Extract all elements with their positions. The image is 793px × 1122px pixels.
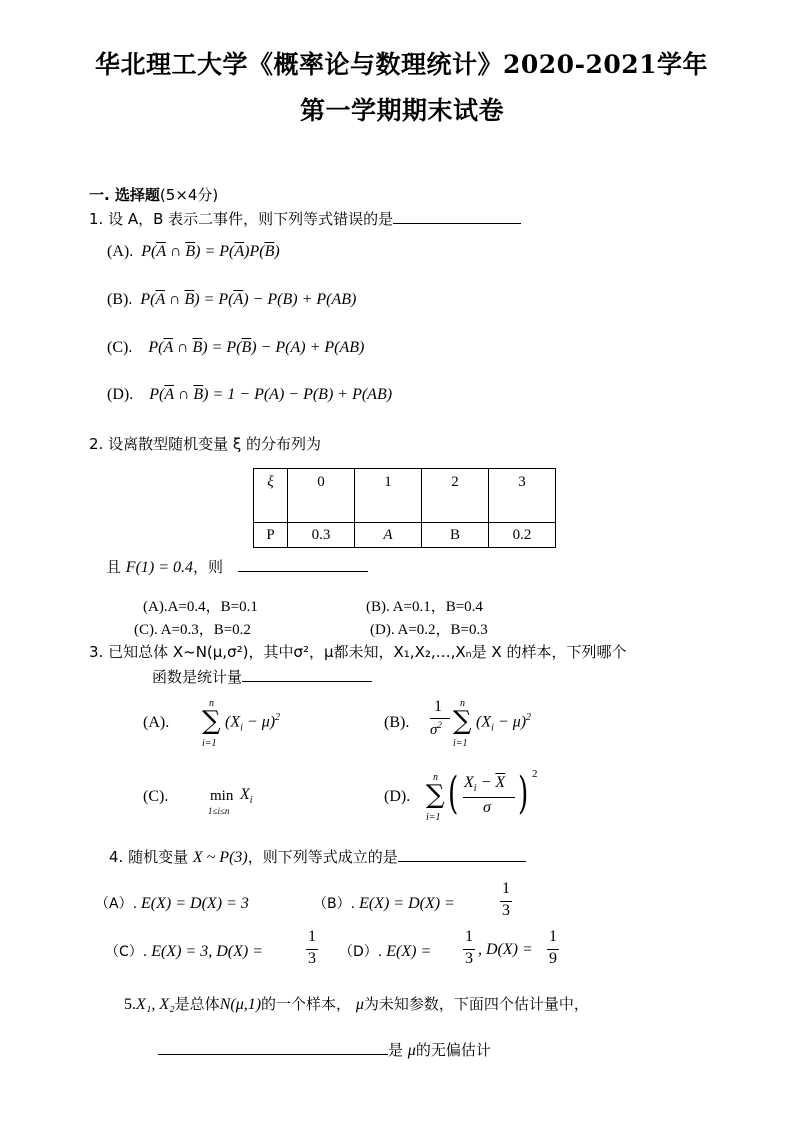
q2-condition-expr: F(1) = 0.4 <box>125 559 194 576</box>
q3-option-a-label[interactable]: (A). <box>143 714 170 731</box>
q5-stem-expr2: N(μ,1) <box>219 996 262 1013</box>
q3-stem-line1: 3. 已知总体 X~N(μ,σ²)，其中σ²，μ都未知，X₁,X₂,…,Xₙ是 X 的样本，下列哪个 <box>89 643 627 661</box>
q3-option-c-label[interactable]: (C). <box>143 788 169 805</box>
q4-stem-prefix: 4. 随机变量 <box>109 848 189 866</box>
table-cell: B <box>422 523 489 548</box>
fraction-denominator: σ <box>483 799 491 816</box>
distribution-table <box>253 468 556 548</box>
q4-option-b[interactable] <box>313 893 455 913</box>
q5-stem-mu: μ <box>355 996 364 1013</box>
q1-stem <box>89 208 521 229</box>
table-cell: 0.2 <box>489 523 556 548</box>
table-header-cell: 1 <box>355 469 422 523</box>
q4-option-d-label: （D）. <box>339 944 383 960</box>
fraction-denominator: 3 <box>502 902 510 919</box>
q1-option-a-label: (A). <box>107 243 134 260</box>
section-label: 一. 选择题 <box>89 186 160 204</box>
q1-option-b[interactable] <box>107 291 356 309</box>
q5-line2-mu: μ <box>407 1042 416 1059</box>
q3-option-d-expr <box>426 768 546 828</box>
q4-option-d[interactable] <box>339 941 431 961</box>
q3-option-d-label[interactable]: (D). <box>384 788 411 805</box>
q5-stem-prefix: 5. <box>124 996 136 1013</box>
table-cell: 0.3 <box>288 523 355 548</box>
q1-option-d-expr: $P(\overline{A}$ ∩ $\overline{B}) = 1 - P(A) - P(B) + P(AB)$ <box>149 386 393 403</box>
q2-condition-prefix: 且 <box>106 558 122 576</box>
q2-option-c[interactable]: (C). A=0.3，B=0.2 <box>134 622 251 638</box>
q5-stem-end: 为未知参数，下面四个估计量中， <box>363 995 589 1013</box>
q1-stem-text: 1. 设 A，B 表示二事件，则下列等式错误的是 <box>89 210 394 228</box>
q4-option-c-expr: E(X) = 3, D(X) = <box>151 943 264 960</box>
q3-stem-line2-text: 函数是统计量 <box>152 668 243 686</box>
fraction-numerator: 1 <box>308 928 316 945</box>
q4-option-d-fraction-b <box>546 928 562 972</box>
q3-option-c-expr <box>208 784 278 820</box>
q3-stem-line2 <box>152 666 372 687</box>
left-paren: ( <box>448 768 459 819</box>
sum-lower-limit: i=1 <box>453 738 468 749</box>
fraction-numerator: 1 <box>502 880 510 897</box>
sum-lower-limit: i=1 <box>426 812 441 823</box>
sigma-icon: ∑ <box>453 706 472 736</box>
fraction-bar <box>463 797 515 798</box>
q4-option-a-expr: E(X) = D(X) = 3 <box>141 895 249 912</box>
q1-option-c-label: (C). <box>107 339 133 356</box>
sigma-icon: ∑ <box>426 780 445 810</box>
sum-upper-limit: n <box>209 698 214 709</box>
q2-condition <box>106 556 368 577</box>
section-score: (5×4分) <box>159 186 219 204</box>
q5-stem <box>124 993 589 1014</box>
q5-answer-blank[interactable] <box>158 1040 388 1055</box>
table-header-cell: 3 <box>489 469 556 523</box>
q4-option-d-expr-b: , D(X) = <box>478 941 533 958</box>
q4-option-d-expr-a: E(X) = <box>386 943 432 960</box>
q4-option-a[interactable] <box>95 893 249 913</box>
q4-stem-suffix: ，则下列等式成立的是 <box>247 848 398 866</box>
sum-upper-limit: n <box>433 772 438 783</box>
q4-stem-expr: X ~ P(3) <box>192 849 248 866</box>
q1-answer-blank[interactable] <box>393 209 521 224</box>
q4-option-c[interactable] <box>105 941 263 961</box>
table-cell: P <box>254 523 288 548</box>
table-header-cell: ξ <box>254 469 288 523</box>
section-heading <box>89 184 218 205</box>
q1-option-a[interactable] <box>107 243 280 261</box>
sigma-icon: ∑ <box>202 706 221 736</box>
q1-option-c[interactable] <box>107 339 364 357</box>
fraction-denominator: 3 <box>308 950 316 967</box>
q4-option-a-label: （A）. <box>95 896 138 912</box>
fraction-denominator: $\sigma^2$ <box>430 720 442 738</box>
page-title-line2: 第一学期期末试卷 <box>300 96 505 125</box>
fraction-denominator: 3 <box>465 950 473 967</box>
fraction-bar <box>430 718 450 719</box>
q5-stem-mid: 是总体 <box>174 995 220 1013</box>
q2-stem: 2. 设离散型随机变量 ξ 的分布列为 <box>89 435 321 453</box>
q3-option-a-expr <box>201 698 301 750</box>
right-paren: ) <box>518 768 529 819</box>
q4-option-b-label: （B）. <box>313 896 356 912</box>
q1-option-c-expr: $P(\overline{A}$ ∩ $\overline{B}) = P(\overline{B}) - P(A) + P(AB)$ <box>148 339 365 356</box>
q3-option-b-expr <box>428 698 558 750</box>
q2-option-a[interactable]: (A).A=0.4，B=0.1 <box>143 599 258 615</box>
q5-line2-suffix: 是 <box>388 1041 404 1059</box>
table-header-cell: 0 <box>288 469 355 523</box>
min-variable: $X_i$ <box>240 786 253 807</box>
table-header-cell: 2 <box>422 469 489 523</box>
exponent: 2 <box>532 768 538 780</box>
table-cell: A <box>355 523 422 548</box>
q3-answer-blank[interactable] <box>242 667 372 682</box>
q5-line2 <box>158 1039 491 1060</box>
min-operator: min <box>210 788 234 804</box>
q5-line2-end: 的无偏估计 <box>415 1041 491 1059</box>
fraction-numerator: 1 <box>465 928 473 945</box>
min-subscript: 1≤i≤n <box>208 806 230 816</box>
q4-option-b-fraction <box>499 880 515 924</box>
q1-option-b-label: (B). <box>107 291 133 308</box>
q4-option-c-fraction <box>305 928 321 972</box>
q3-option-b-label[interactable]: (B). <box>384 714 410 731</box>
q2-option-d[interactable]: (D). A=0.2，B=0.3 <box>370 622 488 638</box>
q4-stem <box>109 846 526 867</box>
fraction-numerator: 1 <box>434 698 442 715</box>
q1-option-d-label: (D). <box>107 386 134 403</box>
sum-lower-limit: i=1 <box>202 738 217 749</box>
q1-option-b-expr: $P(\overline{A}$ ∩ $\overline{B}) = P(\overline{A}) - P(B) + P(AB)$ <box>140 291 357 308</box>
page-title-line1: 华北理工大学《概率论与数理统计》2020-2021学年 <box>95 50 709 79</box>
q4-option-b-expr: E(X) = D(X) = <box>359 895 455 912</box>
fraction-numerator: 1 <box>549 928 557 945</box>
sum-upper-limit: n <box>460 698 465 709</box>
q5-stem-suffix: 的一个样本， <box>261 995 352 1013</box>
fraction-numerator: $X_i - \overline{X}$ <box>464 774 506 795</box>
fraction-denominator: 9 <box>549 950 557 967</box>
sum-term: $(X_i - \mu)^2$ <box>225 712 281 734</box>
q1-option-d[interactable] <box>107 386 392 404</box>
q4-option-c-label: （C）. <box>105 944 148 960</box>
q4-option-d-fraction-a <box>462 928 478 972</box>
q2-option-b[interactable]: (B). A=0.1，B=0.4 <box>366 599 483 615</box>
q4-answer-blank[interactable] <box>398 847 526 862</box>
sum-term: $(X_i - \mu)^2$ <box>476 712 532 734</box>
q2-answer-blank[interactable] <box>238 557 368 572</box>
q1-option-a-expr: $P(\overline{A}$ ∩ $\overline{B}) = P(\overline{A})P(\overline{B})$ <box>141 243 280 260</box>
q5-stem-expr: X₁, X₂ <box>136 996 175 1013</box>
q2-condition-suffix: ，则 <box>193 558 224 576</box>
